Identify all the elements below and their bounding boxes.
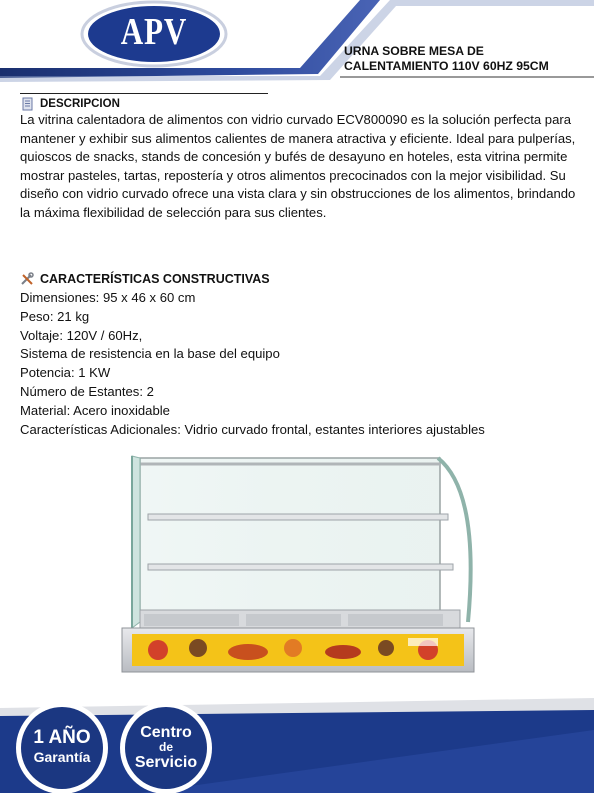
- service-center-badge-line2: de: [158, 740, 173, 754]
- warranty-badge-line2: Garantía: [33, 749, 91, 765]
- spec-item: Número de Estantes: 2: [20, 383, 154, 399]
- spec-item: Sistema de resistencia en la base del equipo: [20, 346, 280, 362]
- spec-item: Voltaje: 120V / 60Hz,: [20, 327, 143, 343]
- page-header: [0, 0, 594, 82]
- description-heading-label: DESCRIPCION: [40, 98, 120, 110]
- warranty-badge: [22, 728, 102, 766]
- description-text: La vitrina calentadora de alimentos con vidrio curvado ECV800090 es la solución perfecta para mantener y exhibir sus alimentos calientes de manera atractiva y eficiente. Ideal para pulperías, quioscos de snacks, stands de concesión y bufés de desayuno en hoteles, esta vitrina permite mostrar pasteles, tartas, repostería y otros alimentos precocinados con la mejor visibilidad. Su diseño con vidrio curvado ofrece una vista clara y sin obstrucciones de los alimentos, brindando la máxima flexibilidad de selección para sus clientes.: [20, 112, 576, 220]
- warranty-badge-line1: 1 AÑO: [33, 727, 91, 748]
- spec-item: Material: Acero inoxidable: [20, 402, 170, 418]
- document-title: [344, 44, 584, 74]
- divider: [20, 93, 268, 94]
- spec-item: Dimensiones: 95 x 46 x 60 cm: [20, 290, 196, 305]
- service-center-badge: [126, 724, 206, 771]
- document-title-line1: URNA SOBRE MESA DE: [344, 44, 484, 58]
- specs-heading: [20, 272, 270, 286]
- specs-heading-label: CARACTERÍSTICAS CONSTRUCTIVAS: [40, 272, 270, 286]
- tools-icon: [20, 272, 34, 286]
- spec-item: Características Adicionales: Vidrio curvado frontal, estantes interiores ajustables: [20, 421, 485, 437]
- document-title-line2: CALENTAMIENTO 110V 60HZ 95CM: [344, 59, 549, 73]
- service-center-badge-line3: Servicio: [134, 754, 198, 771]
- spec-item: Peso: 21 kg: [20, 308, 90, 324]
- specs-list: [20, 289, 588, 439]
- product-image: [118, 452, 478, 674]
- brand-logo: APV: [120, 11, 188, 53]
- description-heading: [20, 97, 120, 111]
- page-footer: [0, 690, 594, 793]
- document-icon: [20, 97, 34, 111]
- spec-item: Potencia: 1 KW: [20, 365, 111, 381]
- service-center-badge-line1: Centro: [140, 724, 192, 741]
